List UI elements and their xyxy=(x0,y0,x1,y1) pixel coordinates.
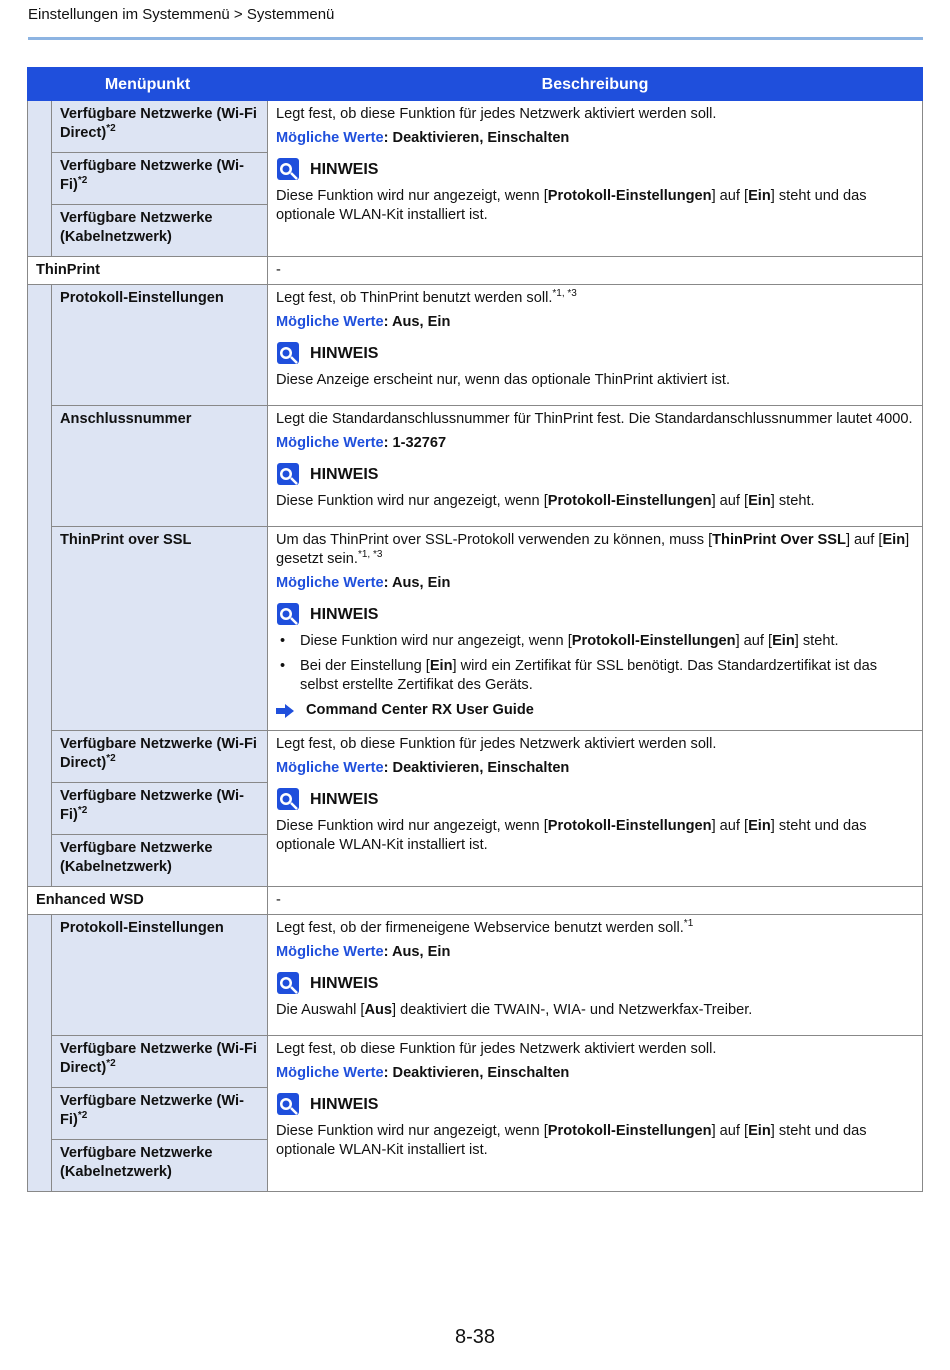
note-bullet: • Diese Funktion wird nur angezeigt, wenn [Protokoll-Einstellungen] auf [Ein] steht. xyxy=(276,632,914,651)
menu-item-wifi-direct: Verfügbare Netzwerke (Wi-Fi Direct)$^{*2}$ xyxy=(52,1036,268,1088)
table-row xyxy=(28,406,923,527)
note-icon xyxy=(276,971,300,995)
table-row xyxy=(28,731,923,783)
note-heading xyxy=(276,602,914,626)
possible-values: : Deaktivieren, Einschalten xyxy=(383,130,570,146)
description-text: Legt fest, ob diese Funktion für jedes Netzwerk aktiviert werden soll. xyxy=(276,1041,717,1057)
note-text: Diese Funktion wird nur angezeigt, wenn [Protokoll-Einstellungen] auf [Ein] steht und das optionale WLAN-Kit installiert ist. xyxy=(276,818,867,853)
menu-item-port: Anschlussnummer xyxy=(52,406,268,527)
menu-item-ssl: ThinPrint over SSL xyxy=(52,527,268,731)
header-rule xyxy=(28,37,923,40)
description-text: Um das ThinPrint over SSL-Protokoll verwenden zu können, muss [ThinPrint Over SSL] auf [Ein] gesetzt sein.$^{*1, *3}$ xyxy=(276,532,910,567)
group-desc: - xyxy=(268,257,923,285)
menu-item-wired: Verfügbare Netzwerke (Kabelnetzwerk) xyxy=(52,205,268,257)
note-label: HINWEIS xyxy=(310,344,379,362)
reference-link-label: Command Center RX User Guide xyxy=(306,702,534,718)
breadcrumb: Einstellungen im Systemmenü > Systemmenü xyxy=(28,6,335,23)
note-heading xyxy=(276,157,914,181)
possible-values: : Deaktivieren, Einschalten xyxy=(383,760,570,776)
possible-values-label: Mögliche Werte xyxy=(276,435,384,451)
note-icon xyxy=(276,1092,300,1116)
description-cell xyxy=(268,101,923,257)
note-label: HINWEIS xyxy=(310,790,379,808)
description-text: Legt fest, ob diese Funktion für jedes Netzwerk aktiviert werden soll. xyxy=(276,736,717,752)
note-heading xyxy=(276,971,914,995)
settings-table xyxy=(27,67,923,1192)
possible-values: : Aus, Ein xyxy=(383,575,451,591)
description-text: Legt fest, ob ThinPrint benutzt werden soll. xyxy=(276,290,553,306)
description-cell xyxy=(268,527,923,731)
note-icon xyxy=(276,462,300,486)
table-row xyxy=(28,527,923,731)
group-enhanced-wsd: Enhanced WSD xyxy=(28,887,268,915)
description-cell xyxy=(268,406,923,527)
table-row xyxy=(28,915,923,1036)
possible-values-label: Mögliche Werte xyxy=(276,314,384,330)
description-text: Legt fest, ob diese Funktion für jedes Netzwerk aktiviert werden soll. xyxy=(276,106,717,122)
note-text: Die Auswahl [Aus] deaktiviert die TWAIN-, WIA- und Netzwerkfax-Treiber. xyxy=(276,1002,753,1018)
note-text: Diese Anzeige erscheint nur, wenn das optionale ThinPrint aktiviert ist. xyxy=(276,372,731,388)
menu-item-protokoll: Protokoll-Einstellungen xyxy=(52,915,268,1036)
possible-values-label: Mögliche Werte xyxy=(276,130,384,146)
group-desc: - xyxy=(268,887,923,915)
note-label: HINWEIS xyxy=(310,605,379,623)
possible-values-label: Mögliche Werte xyxy=(276,760,384,776)
note-label: HINWEIS xyxy=(310,974,379,992)
description-cell: Legt fest, ob ThinPrint benutzt werden soll.$^{*1, *3}$ Mögliche Werte: Aus, Ein HINWEIS Diese Anzeige erscheint nur, wenn das optionale ThinPrint aktiviert ist. xyxy=(268,285,923,406)
note-text: Diese Funktion wird nur angezeigt, wenn [Protokoll-Einstellungen] auf [Ein] steht und das optionale WLAN-Kit installiert ist. xyxy=(276,188,867,223)
note-label: HINWEIS xyxy=(310,465,379,483)
col-header-desc: Beschreibung xyxy=(268,68,923,101)
note-icon xyxy=(276,602,300,626)
possible-values: : Aus, Ein xyxy=(383,314,451,330)
table-row xyxy=(28,1036,923,1088)
possible-values-label: Mögliche Werte xyxy=(276,1065,384,1081)
menu-item-wired: Verfügbare Netzwerke (Kabelnetzwerk) xyxy=(52,1140,268,1192)
possible-values: : 1-32767 xyxy=(383,435,447,451)
note-text: Diese Funktion wird nur angezeigt, wenn [Protokoll-Einstellungen] auf [Ein] steht und das optionale WLAN-Kit installiert ist. xyxy=(276,1123,867,1158)
note-icon xyxy=(276,157,300,181)
page-number: 8-38 xyxy=(454,1326,496,1348)
note-heading xyxy=(276,787,914,811)
table-header-row xyxy=(28,68,923,101)
menu-item-wifi-direct: Verfügbare Netzwerke (Wi-Fi Direct)$^{*2}$ xyxy=(52,101,268,153)
menu-item-wifi: Verfügbare Netzwerke $(Wi-Fi)^{*2}$ xyxy=(52,783,268,835)
description-cell xyxy=(268,731,923,887)
note-label: HINWEIS xyxy=(310,1095,379,1113)
table-row xyxy=(28,257,923,285)
note-icon xyxy=(276,787,300,811)
reference-link[interactable] xyxy=(276,701,914,720)
description-cell xyxy=(268,1036,923,1192)
note-heading xyxy=(276,341,914,365)
indent-cell xyxy=(28,101,52,257)
note-bullet: • Bei der Einstellung [Ein] wird ein Zertifikat für SSL benötigt. Das Standardzertifikat ist das selbst erstellte Zertifikat des Geräts. xyxy=(276,657,914,695)
col-header-item: Menüpunkt xyxy=(28,68,268,101)
possible-values-label: Mögliche Werte xyxy=(276,944,384,960)
menu-item-wifi: Verfügbare Netzwerke $(Wi-Fi)^{*2}$ xyxy=(52,1088,268,1140)
description-text: Legt fest, ob der firmeneigene Webservice benutzt werden soll. xyxy=(276,920,684,936)
table-row xyxy=(28,285,923,406)
note-heading xyxy=(276,1092,914,1116)
menu-item-wifi: Verfügbare Netzwerke $(Wi-Fi)^{*2}$ xyxy=(52,153,268,205)
arrow-right-icon xyxy=(276,704,294,718)
possible-values: : Deaktivieren, Einschalten xyxy=(383,1065,570,1081)
description-text: Legt die Standardanschlussnummer für ThinPrint fest. Die Standardanschlussnummer lautet 4000. xyxy=(276,411,913,427)
note-heading xyxy=(276,462,914,486)
group-thinprint: ThinPrint xyxy=(28,257,268,285)
menu-item-protokoll: Protokoll-Einstellungen xyxy=(52,285,268,406)
menu-item-wired: Verfügbare Netzwerke (Kabelnetzwerk) xyxy=(52,835,268,887)
indent-cell xyxy=(28,285,52,887)
indent-cell xyxy=(28,915,52,1192)
menu-item-wifi-direct: Verfügbare Netzwerke (Wi-Fi Direct)$^{*2}$ xyxy=(52,731,268,783)
note-icon xyxy=(276,341,300,365)
table-row xyxy=(28,887,923,915)
possible-values-label: Mögliche Werte xyxy=(276,575,384,591)
description-cell: Legt fest, ob der firmeneigene Webservice benutzt werden soll.$^{*1}$ Mögliche Werte: Aus, Ein HINWEIS Die Auswahl [Aus] deaktiviert die TWAIN-, WIA- und Netzwerkfax-Treiber. xyxy=(268,915,923,1036)
possible-values: : Aus, Ein xyxy=(383,944,451,960)
note-text: Diese Funktion wird nur angezeigt, wenn [Protokoll-Einstellungen] auf [Ein] steht. xyxy=(276,493,815,509)
note-label: HINWEIS xyxy=(310,160,379,178)
table-row xyxy=(28,101,923,153)
